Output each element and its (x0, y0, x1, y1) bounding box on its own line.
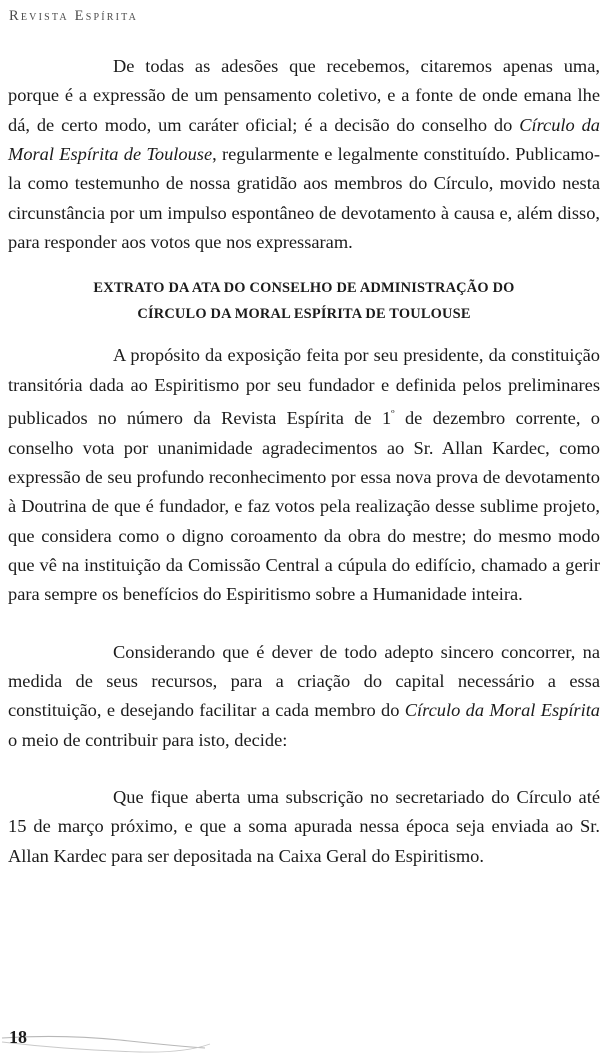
paragraph-text: o meio de contribuir para isto, decide: (8, 729, 288, 750)
paragraph-text: Considerando que é dever de todo adepto sincero concorrer, na medida de seus recursos, para a criação do capital necessário a essa constituição, e desejando facilitar a cada membro do (8, 641, 600, 721)
paragraph-minutes (8, 341, 600, 609)
page-number: 18 (9, 1027, 27, 1047)
section-heading-line-2: CÍRCULO DA MORAL ESPÍRITA DE TOULOUSE (137, 306, 471, 323)
section-heading-line-1: EXTRATO DA ATA DO CONSELHO DE ADMINISTRAÇÃO DO (93, 280, 515, 297)
circle-name-italic: Círculo da Moral Espírita de Toulouse (8, 114, 600, 165)
paragraph-considering (8, 638, 600, 755)
paragraph-text: A propósito da exposição feita por seu presidente, da constituição transitória dada ao Espiritismo por seu fundador e definida pelos preliminares publicados no número da Revista Espírita de 1 (8, 345, 600, 429)
paragraph-text: , regularmente e legalmente constituído. Publicamo-la como testemunho de nossa gratidão aos membros do Círculo, movido nesta circunstância por um impulso espontâneo de devotamento à causa e, além disso, para responder aos votos que nos expressaram. (8, 144, 600, 253)
paragraph-text: de dezembro corrente, o conselho vota por unanimidade agradecimentos ao Sr. Allan Kardec, como expressão de seu profundo reconhecimento por essa nova prova de devotamento à Doutrina de que é fundador, e faz votos pela realização desse sublime projeto, que considera como o digno coroamento da obra do mestre; do mesmo modo que vê na instituição da Comissão Central a cúpula do edifício, chamado a gerir para sempre os benefícios do Espiritismo sobre a Humanidade inteira. (8, 408, 600, 605)
running-header: Revista Espírita (9, 8, 139, 24)
page-body (8, 52, 600, 871)
ordinal-superscript: º (391, 408, 395, 421)
circle-name-italic: Círculo da Moral Espírita (404, 700, 600, 721)
paragraph-intro (8, 52, 600, 257)
paragraph-text: De todas as adesões que recebemos, citaremos apenas uma, porque é a expressão de um pensamento coletivo, e a fonte de onde emana lhe dá, de certo modo, um caráter oficial; é a decisão do conselho do (8, 56, 600, 135)
section-heading (8, 275, 600, 327)
footer-swoosh-ornament (0, 1030, 220, 1058)
paragraph-decision: Que fique aberta uma subscrição no secretariado do Círculo até 15 de março próximo, e que a soma apurada nessa época seja enviada ao Sr. Allan Kardec para ser depositada na Caixa Geral do Espiritismo. (8, 787, 600, 866)
